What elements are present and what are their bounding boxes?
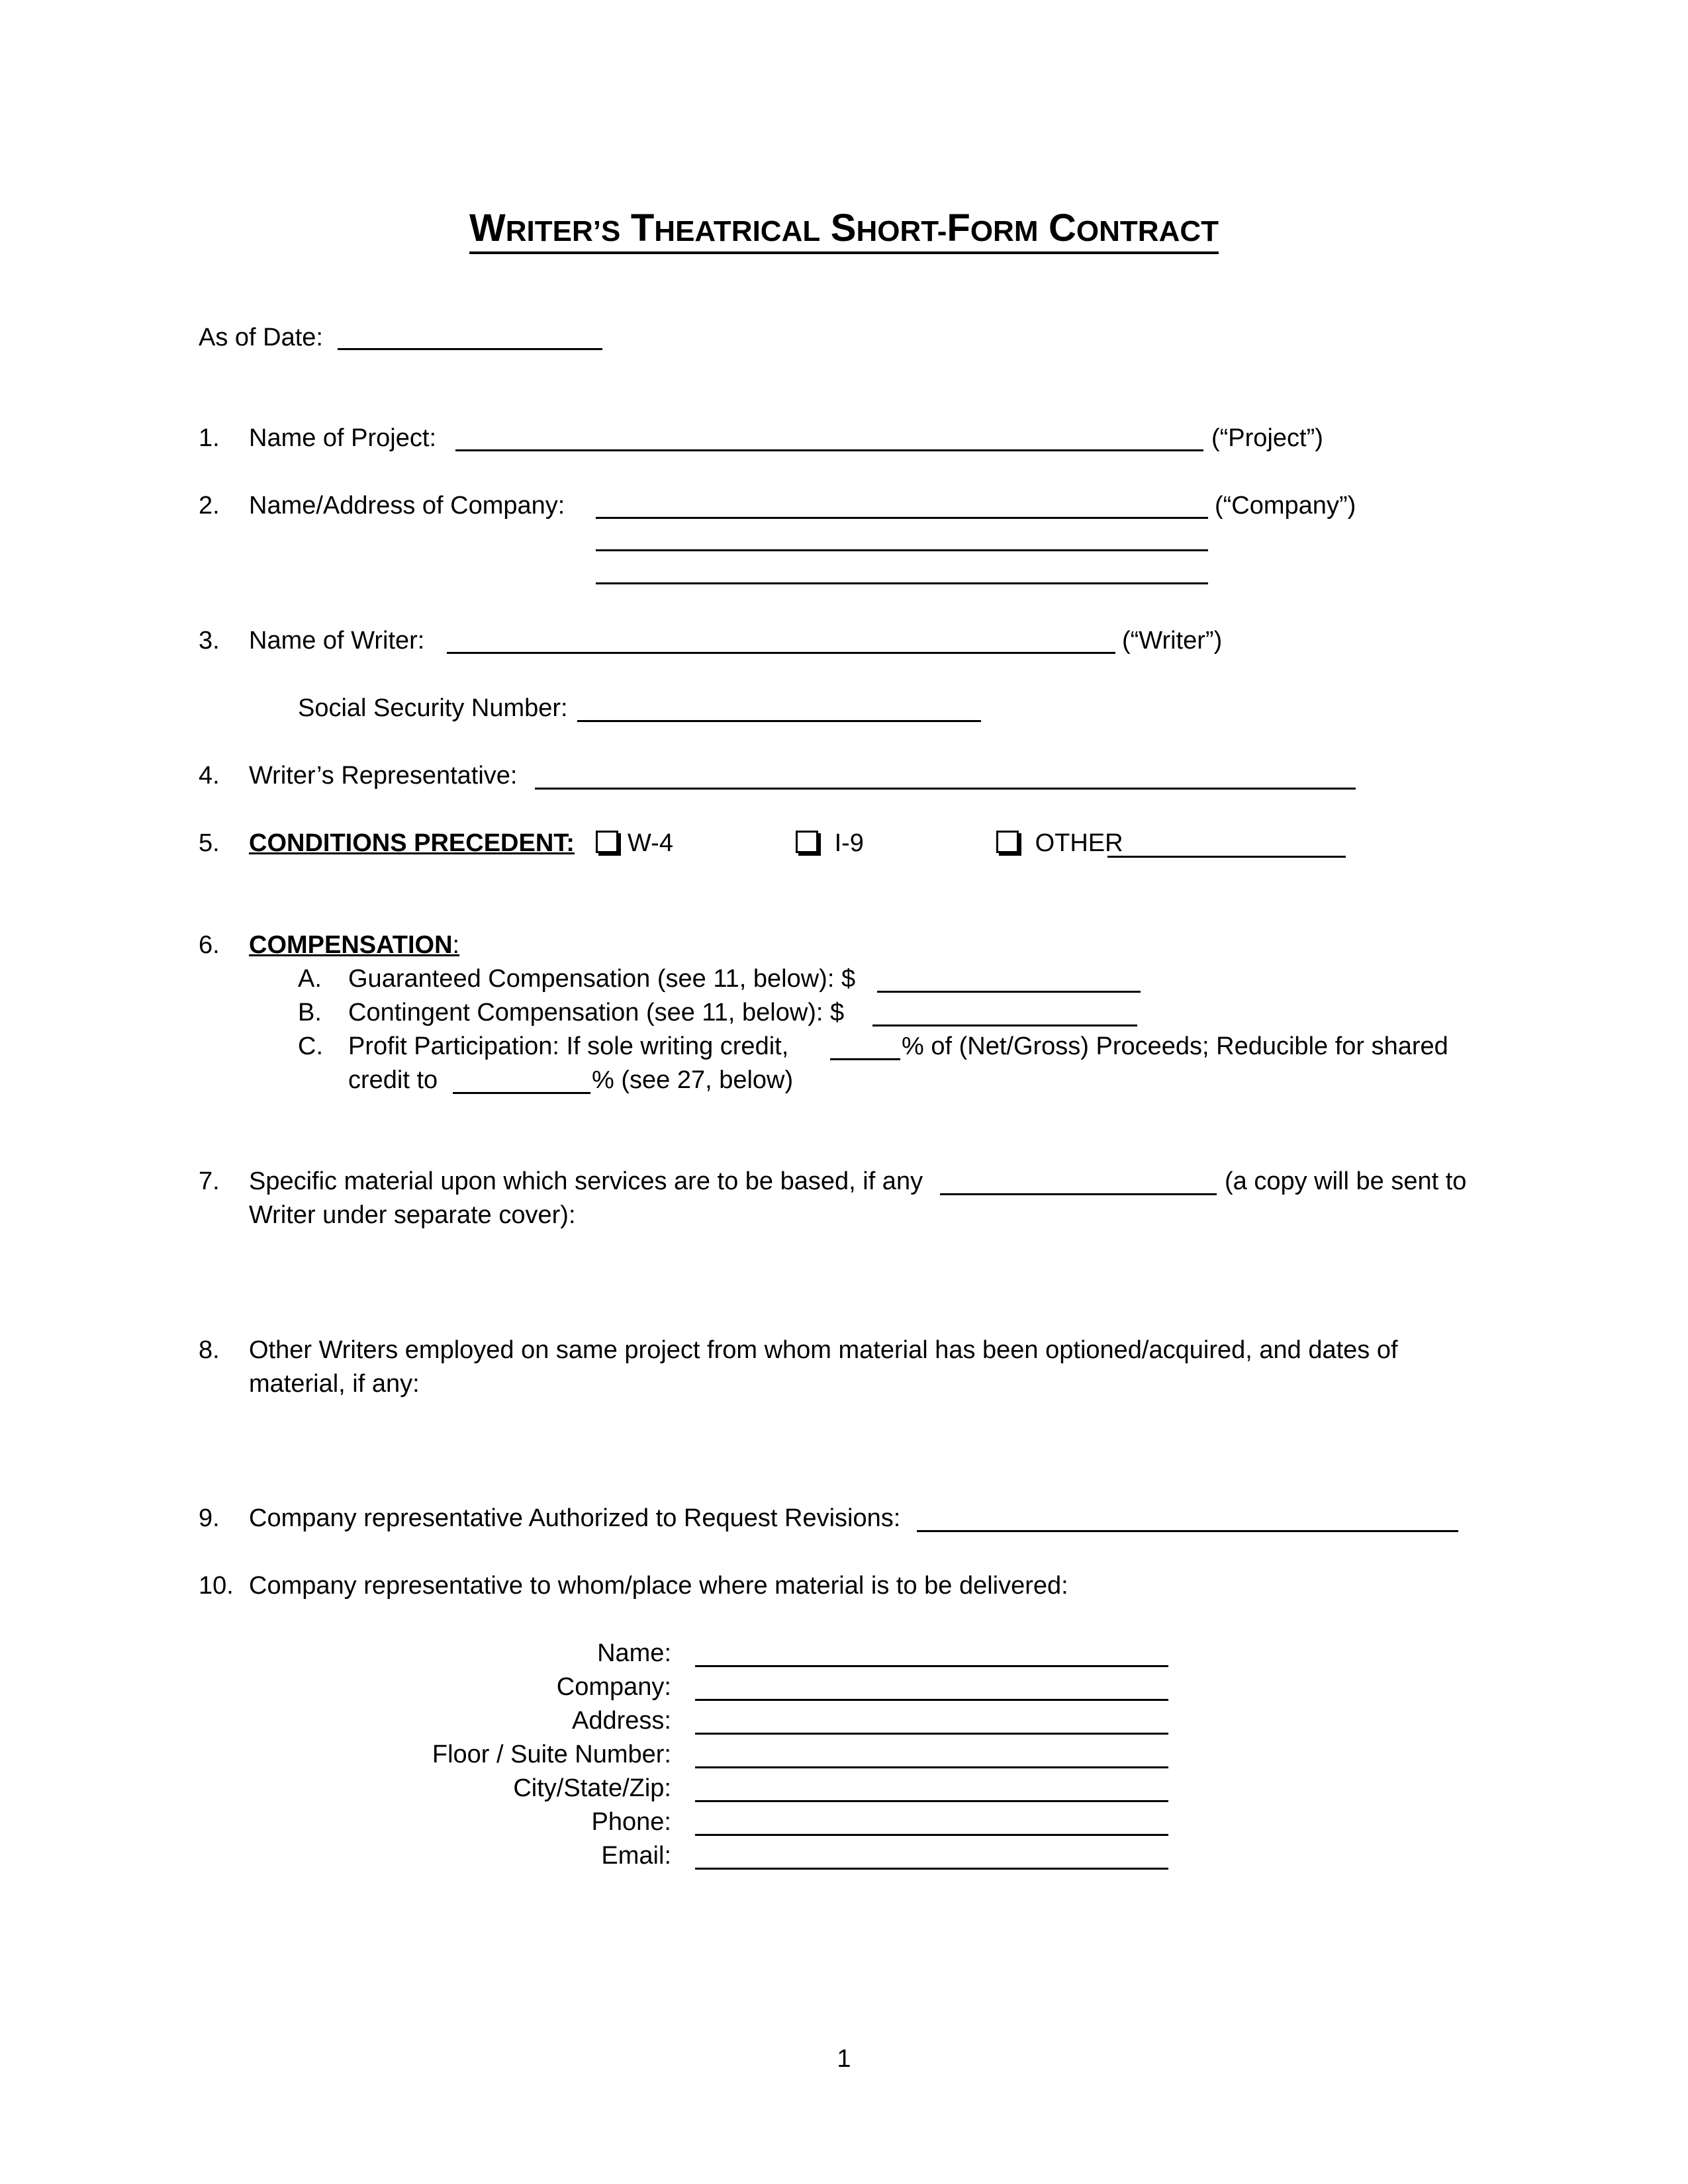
delivery-company-field[interactable] [695, 1699, 1168, 1701]
item-4-number: 4. [199, 762, 220, 790]
delivery-suite-field[interactable] [695, 1766, 1168, 1768]
delivery-name-field[interactable] [695, 1665, 1168, 1667]
delivery-company-label: Company: [556, 1673, 671, 1701]
delivery-city-state-zip-field[interactable] [695, 1800, 1168, 1802]
company-address-line-1[interactable] [596, 517, 1208, 519]
company-suffix: (“Company”) [1215, 492, 1356, 520]
ssn-label: Social Security Number: [298, 694, 568, 722]
as-of-date-label: As of Date: [199, 324, 323, 351]
item-9-number: 9. [199, 1504, 220, 1532]
specific-material-continued: Writer under separate cover): [249, 1201, 576, 1229]
profit-participation-text: % of (Net/Gross) Proceeds; Reducible for shared [902, 1032, 1448, 1060]
sole-credit-percent-field[interactable] [830, 1058, 900, 1060]
item-6-number: 6. [199, 931, 220, 959]
compensation-heading: COMPENSATION: [249, 931, 460, 959]
guaranteed-letter: A. [298, 965, 322, 993]
other-condition-field[interactable] [1107, 856, 1346, 858]
ssn-field[interactable] [577, 720, 981, 722]
item-1-number: 1. [199, 424, 220, 452]
contingent-letter: B. [298, 999, 322, 1026]
company-name-address-label: Name/Address of Company: [249, 492, 565, 520]
writer-suffix: (“Writer”) [1122, 627, 1223, 655]
specific-material-suffix: (a copy will be sent to [1225, 1167, 1467, 1195]
conditions-precedent-label: CONDITIONS PRECEDENT: [249, 829, 575, 857]
guaranteed-compensation-field[interactable] [877, 991, 1141, 993]
profit-letter: C. [298, 1032, 323, 1060]
shared-credit-percent-field[interactable] [453, 1092, 590, 1094]
other-writers-label: Other Writers employed on same project from whom material has been optioned/acquired, and dates of [249, 1336, 1398, 1364]
delivery-address-field[interactable] [695, 1733, 1168, 1735]
item-2-number: 2. [199, 492, 220, 520]
page-number: 1 [837, 2045, 851, 2073]
writer-name-field[interactable] [447, 652, 1115, 654]
profit-participation-label: Profit Participation: If sole writing credit, [348, 1032, 789, 1060]
other-checkbox-option[interactable]: OTHER [996, 826, 1123, 860]
as-of-date-field[interactable] [338, 348, 602, 350]
delivery-email-label: Email: [601, 1842, 671, 1870]
i9-checkbox-option[interactable]: I-9 [796, 826, 864, 860]
shared-credit-text: % (see 27, below) [592, 1066, 794, 1094]
item-8-number: 8. [199, 1336, 220, 1364]
company-address-line-3[interactable] [596, 582, 1208, 584]
delivery-address-label: Address: [572, 1707, 671, 1735]
project-suffix: (“Project”) [1211, 424, 1323, 452]
writers-representative-label: Writer’s Representative: [249, 762, 518, 790]
delivery-representative-label: Company representative to whom/place where material is to be delivered: [249, 1572, 1068, 1600]
page-title: WRITER’S THEATRICAL SHORT-FORM CONTRACT [0, 202, 1688, 255]
delivery-email-field[interactable] [695, 1868, 1168, 1870]
writer-name-label: Name of Writer: [249, 627, 425, 655]
guaranteed-compensation-label: Guaranteed Compensation (see 11, below): $ [348, 965, 856, 993]
delivery-phone-field[interactable] [695, 1834, 1168, 1836]
i9-checkbox[interactable] [796, 831, 818, 853]
delivery-suite-label: Floor / Suite Number: [432, 1741, 671, 1768]
delivery-city-state-zip-label: City/State/Zip: [513, 1774, 671, 1802]
w4-checkbox[interactable] [596, 831, 618, 853]
other-checkbox[interactable] [996, 831, 1019, 853]
shared-credit-label: credit to [348, 1066, 438, 1094]
item-5-number: 5. [199, 829, 220, 857]
delivery-name-label: Name: [597, 1639, 671, 1667]
revisions-representative-field[interactable] [917, 1530, 1458, 1532]
contingent-compensation-field[interactable] [872, 1024, 1137, 1026]
other-writers-continued: material, if any: [249, 1370, 420, 1398]
contingent-compensation-label: Contingent Compensation (see 11, below): $ [348, 999, 845, 1026]
item-10-number: 10. [199, 1572, 234, 1600]
project-name-label: Name of Project: [249, 424, 436, 452]
writers-representative-field[interactable] [535, 788, 1356, 790]
revisions-representative-label: Company representative Authorized to Request Revisions: [249, 1504, 901, 1532]
project-name-field[interactable] [455, 449, 1203, 451]
item-7-number: 7. [199, 1167, 220, 1195]
item-3-number: 3. [199, 627, 220, 655]
specific-material-label: Specific material upon which services are to be based, if any [249, 1167, 923, 1195]
w4-checkbox-option[interactable]: W-4 [596, 826, 673, 860]
company-address-line-2[interactable] [596, 549, 1208, 551]
delivery-phone-label: Phone: [591, 1808, 671, 1836]
specific-material-field[interactable] [940, 1193, 1217, 1195]
